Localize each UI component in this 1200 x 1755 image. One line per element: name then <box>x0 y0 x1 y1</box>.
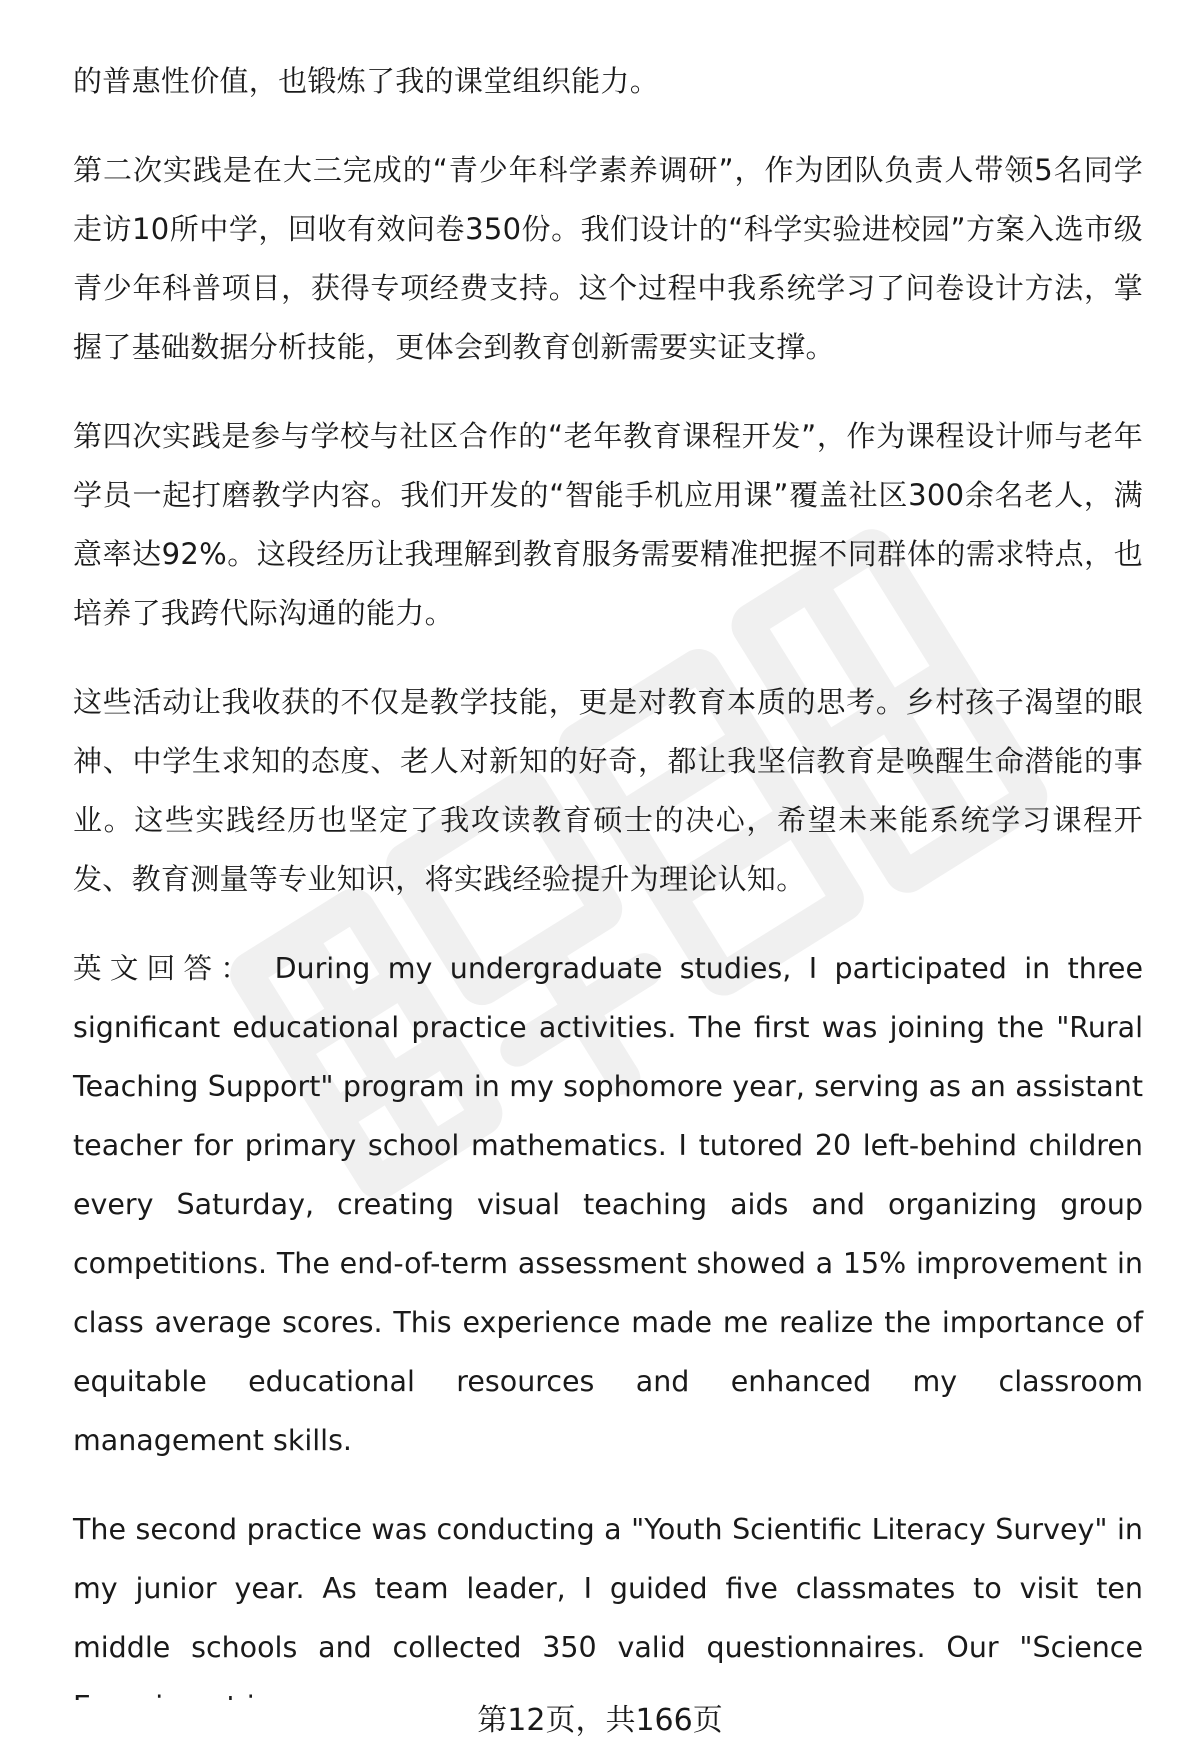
paragraph-continuation: 的普惠性价值，也锻炼了我的课堂组织能力。 <box>73 64 660 98</box>
paragraph-second-practice-cn: 第二次实践是在大三完成的“青少年科学素养调研”，作为团队负责人带领5名同学走访10所中学，回收有效问卷350份。我们设计的“科学实验进校园”方案入选市级青少年科普项目，获得专项经费支持。这个过程中我系统学习了问卷设计方法，掌握了基础数据分析技能，更体会到教育创新需要实证支撑。 <box>73 153 1143 364</box>
document-body <box>73 52 1143 1755</box>
paragraph-second-practice-en: The second practice was conducting a "Youth Scientific Literacy Survey" in my junior year. As team leader, I guided five classmates to visit ten middle schools and collected 350 valid questionnaires. Our "Science <box>73 1513 1143 1664</box>
paragraph-fourth-practice-cn: 第四次实践是参与学校与社区合作的“老年教育课程开发”，作为课程设计师与老年学员一起打磨教学内容。我们开发的“智能手机应用课”覆盖社区300余名老人，满意率达92%。这段经历让我理解到教育服务需要精准把握不同群体的需求特点，也培养了我跨代际沟通的能力。 <box>73 419 1143 630</box>
paragraph-english-answer: 英文回答： During my undergraduate studies, I participated in three significant educational practice activities. The first was joining the "Rural Teaching Support" program in my sophomore year, serving as an assistant teacher for primary school mathematics. I tutored 20 left-behind children every Saturday, creating visual teaching aids and organizing group competitions. The end-of-term assessment showed a 15% improvement in class average scores. This experience made me realize the importance of equitable educational resources and enhanced my classroom management skills. <box>73 952 1143 1457</box>
paragraph-reflection-cn: 这些活动让我收获的不仅是教学技能，更是对教育本质的思考。乡村孩子渴望的眼神、中学生求知的态度、老人对新知的好奇，都让我坚信教育是唤醒生命潜能的事业。这些实践经历也坚定了我攻读教育硕士的决心，希望未来能系统学习课程开发、教育测量等专业知识，将实践经验提升为理论认知。 <box>73 685 1143 896</box>
page-number-footer: 第12页，共166页 <box>0 1700 1200 1742</box>
